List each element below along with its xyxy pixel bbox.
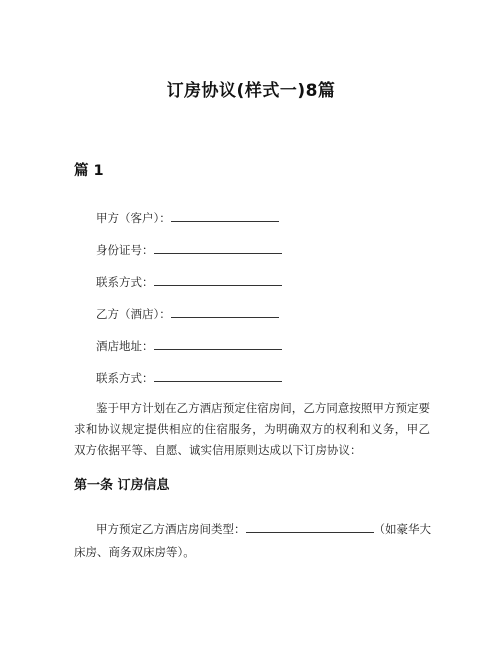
field-label: 联系方式： (96, 371, 154, 385)
fill-in-blank (154, 370, 282, 382)
section-heading: 篇 1 (74, 163, 104, 179)
fill-in-blank (246, 521, 374, 533)
field-label: 联系方式： (96, 275, 154, 289)
field-party-b (96, 306, 279, 322)
fill-in-blank (171, 210, 279, 222)
fill-in-blank (171, 306, 279, 318)
fill-in-blank (154, 274, 282, 286)
field-contact-b (96, 370, 282, 386)
field-label: 乙方（酒店）： (96, 307, 171, 321)
field-label: 甲方（客户）： (96, 211, 171, 225)
fill-in-blank (154, 338, 282, 350)
field-hotel-address (96, 338, 282, 354)
fill-in-blank (154, 242, 282, 254)
article-1-paragraph (74, 518, 434, 564)
field-party-a (96, 210, 279, 226)
article-1-text-before: 甲方预定乙方酒店房间类型： (96, 522, 246, 536)
field-id-number (96, 242, 282, 258)
field-contact-a (96, 274, 282, 290)
field-label: 身份证号： (96, 243, 154, 257)
article-1-text-after: （如豪华大床房、商务双床房等）。 (74, 522, 431, 559)
document-title: 订房协议(样式一)8篇 (166, 81, 336, 101)
preamble-paragraph: 鉴于甲方计划在乙方酒店预定住宿房间，乙方同意按照甲方预定要求和协议规定提供相应的住宿服务，为明确双方的权利和义务，甲乙双方依据平等、自愿、诚实信用原则达成以下订房协议： (74, 401, 430, 457)
article-1-title: 第一条 订房信息 (74, 478, 170, 493)
field-label: 酒店地址： (96, 339, 154, 353)
